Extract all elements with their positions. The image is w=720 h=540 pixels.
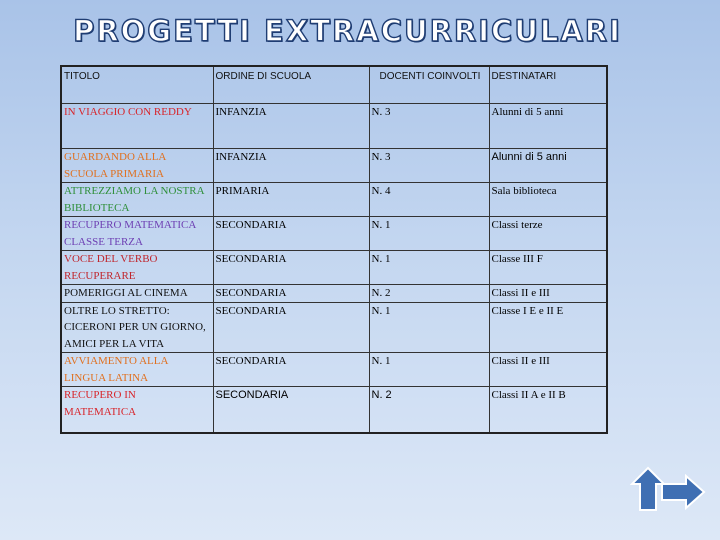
row-titolo: GUARDANDO ALLA SCUOLA PRIMARIA bbox=[61, 149, 213, 183]
row-destinatari: Classi II A e II B bbox=[489, 387, 607, 434]
header-ordine: ORDINE DI SCUOLA bbox=[213, 66, 369, 104]
row-ordine: PRIMARIA bbox=[213, 183, 369, 217]
row-docenti: N. 1 bbox=[369, 353, 489, 387]
row-ordine: SECONDARIA bbox=[213, 251, 369, 285]
row-titolo: OLTRE LO STRETTO: CICERONI PER UN GIORNO, AMICI PER LA VITA bbox=[61, 302, 213, 353]
row-titolo: RECUPERO MATEMATICA CLASSE TERZA bbox=[61, 217, 213, 251]
header-docenti: DOCENTI COINVOLTI bbox=[369, 66, 489, 104]
row-ordine: SECONDARIA bbox=[213, 387, 369, 434]
row-destinatari: Alunni di 5 anni bbox=[489, 149, 607, 183]
row-titolo: VOCE DEL VERBO RECUPERARE bbox=[61, 251, 213, 285]
table-row bbox=[61, 302, 607, 353]
row-destinatari: Classe III F bbox=[489, 251, 607, 285]
row-docenti: N. 1 bbox=[369, 251, 489, 285]
row-titolo: POMERIGGI AL CINEMA bbox=[61, 285, 213, 303]
table-row bbox=[61, 387, 607, 434]
table-row bbox=[61, 251, 607, 285]
table-row bbox=[61, 104, 607, 149]
next-arrow-icon[interactable] bbox=[660, 474, 706, 518]
row-docenti: N. 2 bbox=[369, 387, 489, 434]
table-row bbox=[61, 285, 607, 303]
table-row bbox=[61, 217, 607, 251]
page-title: PROGETTI EXTRACURRICULARI bbox=[73, 14, 622, 48]
row-titolo: AVVIAMENTO ALLA LINGUA LATINA bbox=[61, 353, 213, 387]
row-destinatari: Classe I E e II E bbox=[489, 302, 607, 353]
row-destinatari: Classi II e III bbox=[489, 285, 607, 303]
row-docenti: N. 3 bbox=[369, 149, 489, 183]
table-row bbox=[61, 183, 607, 217]
row-docenti: N. 1 bbox=[369, 302, 489, 353]
row-destinatari: Classi II e III bbox=[489, 353, 607, 387]
row-docenti: N. 2 bbox=[369, 285, 489, 303]
row-titolo: RECUPERO IN MATEMATICA bbox=[61, 387, 213, 434]
row-destinatari: Classi terze bbox=[489, 217, 607, 251]
row-destinatari: Alunni di 5 anni bbox=[489, 104, 607, 149]
table-row bbox=[61, 149, 607, 183]
row-ordine: SECONDARIA bbox=[213, 217, 369, 251]
table-header-row bbox=[61, 66, 607, 104]
header-titolo: TITOLO bbox=[61, 66, 213, 104]
row-ordine: SECONDARIA bbox=[213, 302, 369, 353]
header-destinatari: DESTINATARI bbox=[489, 66, 607, 104]
row-ordine: SECONDARIA bbox=[213, 285, 369, 303]
row-ordine: INFANZIA bbox=[213, 149, 369, 183]
projects-table bbox=[60, 65, 608, 434]
row-titolo: IN VIAGGIO CON REDDY bbox=[61, 104, 213, 149]
right-arrow-shape bbox=[660, 474, 706, 510]
table-row bbox=[61, 353, 607, 387]
row-docenti: N. 1 bbox=[369, 217, 489, 251]
row-destinatari: Sala biblioteca bbox=[489, 183, 607, 217]
row-docenti: N. 4 bbox=[369, 183, 489, 217]
row-ordine: SECONDARIA bbox=[213, 353, 369, 387]
row-titolo: ATTREZZIAMO LA NOSTRA BIBLIOTECA bbox=[61, 183, 213, 217]
row-ordine: INFANZIA bbox=[213, 104, 369, 149]
row-docenti: N. 3 bbox=[369, 104, 489, 149]
